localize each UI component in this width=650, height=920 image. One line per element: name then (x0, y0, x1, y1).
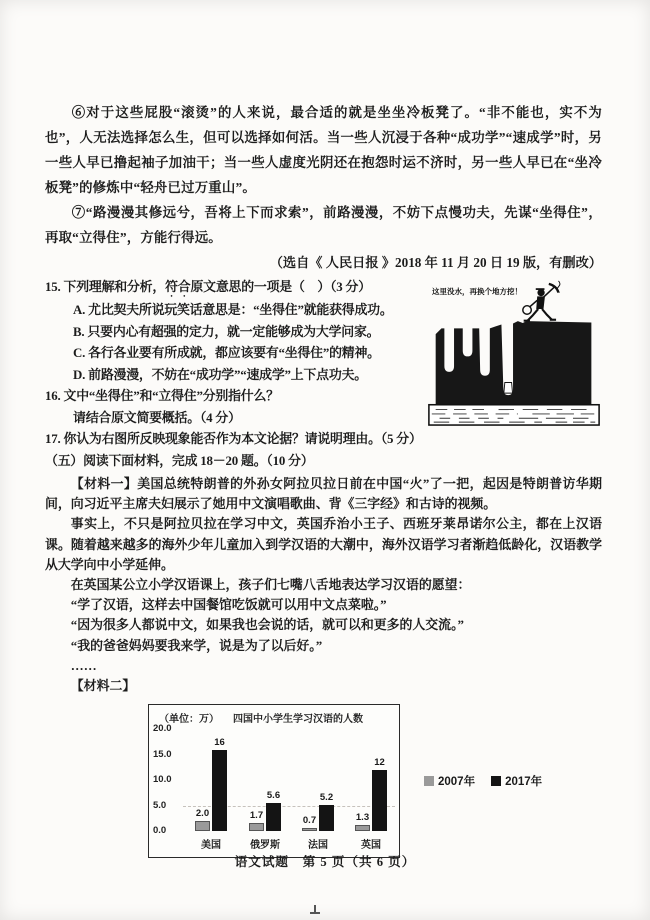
article-paragraph-6: ⑥对于这些屁股“滚烫”的人来说，最合适的就是坐坐冷板凳了。“非不能也，实不为也”，人无法选择怎么生，但可以选择如何活。当一些人沉浸于各种“成功学”“速成学”时，另一些人早已撸起袖子加油干；当一些人虚度光阴还在抱怨时运不济时，另一些人早已在“坐冷板凳”的修炼中“轻舟已过万重山”。 (45, 105, 602, 195)
section-5-heading: （五）阅读下面材料，完成 18－20 题。（10 分） (45, 453, 314, 468)
chart-header (159, 710, 363, 725)
y-axis-tick: 10.0 (153, 774, 172, 786)
question-15-emphasized: 符合 (165, 280, 191, 294)
legend-swatch (491, 776, 501, 786)
bar-value-label: 0.7 (302, 814, 317, 826)
bar-2017年-法国 (319, 805, 334, 832)
material-1-paragraph-3: 在英国某公立小学汉语课上，孩子们七嘴八舌地表达学习汉语的愿望： (70, 578, 471, 593)
question-15-pre: 15. 下列理解和分析， (45, 280, 166, 294)
bar-2017年-俄罗斯 (266, 803, 281, 832)
question-15-option-a: A. 尤比契夫所说玩笑话意思是：“坐得住”就能获得成功。 (73, 303, 393, 317)
category-label: 法国 (308, 840, 328, 852)
bar-2007年-俄罗斯 (249, 823, 264, 832)
legend-item-2007年 (424, 773, 475, 789)
chart-title: 四国中小学生学习汉语的人数 (233, 714, 363, 726)
category-label: 俄罗斯 (250, 840, 280, 852)
y-axis-tick: 5.0 (153, 799, 167, 811)
bar-chart (148, 704, 400, 858)
y-axis-tick: 0.0 (153, 825, 167, 837)
bar-value-label: 12 (374, 757, 385, 769)
bar-value-label: 2.0 (195, 808, 210, 820)
question-15-post: 原文意思的一项是（ ）（3 分） (190, 280, 371, 294)
material-section (45, 474, 602, 696)
y-axis-tick: 20.0 (153, 723, 172, 735)
y-axis-tick: 15.0 (153, 748, 172, 760)
bar-value-label: 16 (214, 736, 225, 748)
page-footer: 语文试题 第 5 页（共 6 页） (234, 855, 416, 869)
chart-row (148, 704, 602, 858)
legend-label: 2007年 (438, 776, 476, 789)
bar-2007年-法国 (302, 828, 317, 832)
article-paragraph-7: ⑦“路漫漫其修远兮，吾将上下而求索”，前路漫漫，不妨下点慢功夫，先谋“坐得住”，再取“立得住”，方能行得远。 (45, 205, 602, 245)
chart-legend (424, 773, 542, 789)
legend-label: 2017年 (505, 776, 543, 789)
well-digging-cartoon (426, 277, 602, 429)
question-section (45, 277, 602, 472)
question-15-option-d: D. 前路漫漫，不妨在“成功学”“速成学”上下点功夫。 (73, 367, 367, 382)
material-1-quote-1: “学了汉语，这样去中国餐馆吃饭就可以用中文点菜啦。” (70, 598, 387, 613)
page-content (45, 100, 602, 858)
material-2-label: 【材料二】 (70, 679, 136, 694)
material-1-ellipsis: …… (70, 658, 97, 673)
question-15-option-b: B. 只要内心有超强的定力，就一定能够成为大学问家。 (73, 324, 380, 339)
material-1-paragraph-1: 【材料一】美国总统特朗普的外孙女阿拉贝拉日前在中国“火”了一把，起因是特朗普访华期间，向习近平主席夫妇展示了她用中文演唱歌曲、背《三字经》和古诗的视频。 (45, 477, 602, 512)
bar-value-label: 1.7 (249, 809, 264, 821)
digger-man-figure (523, 281, 560, 322)
question-17: 17. 你认为右图所反映现象能否作为本文论据？请说明理由。（5 分） (45, 432, 422, 446)
registration-mark (309, 905, 321, 914)
cartoon-caption: 这里没水，再换个地方挖！ (432, 287, 522, 296)
question-15-option-c: C. 各行各业要有所成就，都应该要有“坐得住”的精神。 (73, 346, 380, 360)
question-16-subline: 请结合原文简要概括。（4 分） (73, 410, 241, 425)
bar-2007年-美国 (195, 821, 210, 831)
bar-value-label: 5.6 (266, 789, 281, 801)
material-1-quote-2: “因为很多人都说中文，如果我也会说的话，就可以和更多的人交流。” (70, 618, 464, 633)
material-1-quote-3: “我的爸爸妈妈要我来学，说是为了以后好。” (70, 638, 323, 653)
legend-item-2017年 (491, 773, 542, 789)
bar-2007年-英国 (355, 825, 370, 832)
category-label: 英国 (361, 840, 381, 852)
legend-swatch (424, 776, 434, 786)
article-source: （选自《 人民日报 》2018 年 11 月 20 日 19 版，有删改） (269, 255, 602, 270)
question-16: 16. 文中“坐得住”和“立得住”分别指什么？ (45, 389, 279, 403)
category-label: 美国 (201, 840, 221, 852)
soil-with-wells (436, 321, 592, 405)
bar-value-label: 1.3 (355, 811, 370, 823)
bar-2017年-英国 (372, 770, 387, 831)
material-1-paragraph-2: 事实上，不只是阿拉贝拉在学习中文，英国乔治小王子、西班牙莱昂诺尔公主，都在上汉语课。随着越来越多的海外少年儿童加入到学汉语的大潮中，海外汉语学习者渐趋低龄化，汉语教学从大学向中小学延伸。 (45, 517, 602, 572)
water-band (429, 405, 599, 425)
chart-unit-label: （单位：万） (159, 714, 219, 726)
bar-2017年-美国 (212, 750, 227, 832)
bar-value-label: 5.2 (319, 791, 334, 803)
